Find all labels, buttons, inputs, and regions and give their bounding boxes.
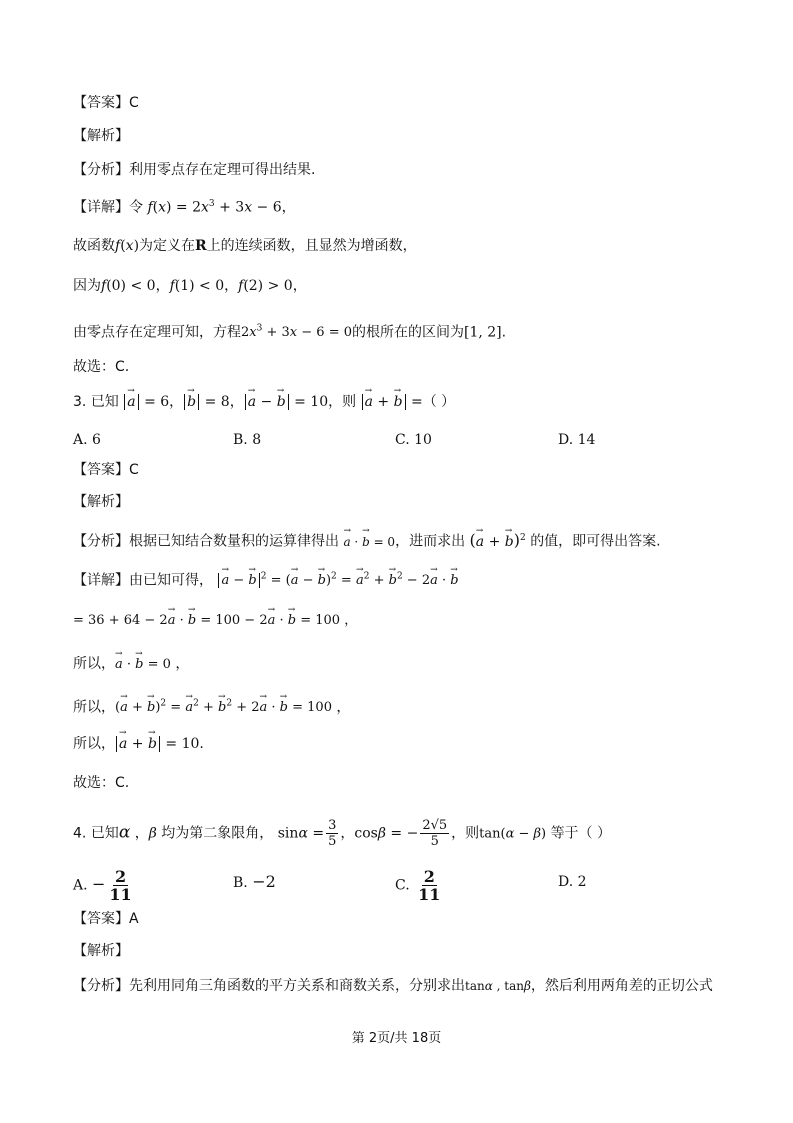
- q3-so1: 所以，→ a · → b = 0 ，: [73, 654, 189, 675]
- q2-line3: 因为f(0) < 0，f(1) < 0，f(2) > 0，: [73, 278, 307, 294]
- q2-detail-line: 【详解】令 $f(x) = 2x^3 + 3x - 6$，: [73, 199, 296, 216]
- q4-option-c[interactable]: C. $\frac{2}{11}$: [395, 867, 441, 904]
- q3-conclusion: 故选：C.: [73, 775, 130, 791]
- q3-fenxi-line: 【分析】根据已知结合数量积的运算律得出 → a · → b = 0，进而求出 (→ a + → b)$^2$ 的值，即可得出答案.: [73, 528, 661, 552]
- page-footer: 第 2页/共 18页: [351, 1031, 442, 1046]
- q3-so2: 所以，(→ a + → b)$^2$ = → $a^2$ + → $b^2 + 2\to a$ · → b = 100 ，: [73, 694, 350, 718]
- fenxi-text: 利用零点存在定理可得出结果.: [129, 162, 316, 178]
- q2-fenxi-line: [73, 160, 315, 180]
- question-number: 3.: [73, 394, 87, 410]
- formula-f: f: [147, 199, 153, 216]
- detail-tag: 【详解】: [73, 199, 129, 216]
- q2-line2: 故函数f(x)为定义在R上的连续函数，且显然为增函数，: [73, 238, 417, 254]
- q4-analysis-tag: 【解析】: [73, 943, 129, 959]
- q4-fenxi-line: 【分析】先利用同角三角函数的平方关系和商数关系，分别求出tanα , tanβ，然后利用两角差的正切公式: [73, 978, 713, 994]
- q4-option-b[interactable]: B. −2: [233, 872, 276, 891]
- q3-answer-line: 【答案】C: [73, 462, 139, 478]
- q3-stem: 3. 已知 → a = 6，→ b = 8，→ a − → b = 10，则 → a + → b =（ ）: [73, 392, 455, 412]
- q2-answer-line: [73, 93, 139, 113]
- q4-answer-line: 【答案】A: [73, 911, 139, 927]
- q3-option-a[interactable]: A. 6: [73, 432, 101, 448]
- q3-option-d[interactable]: D. 14: [558, 432, 596, 448]
- question-number: 4.: [73, 825, 87, 842]
- q3-analysis-tag: 【解析】: [73, 494, 129, 510]
- answer-value: C: [129, 462, 139, 478]
- q3-so3: 所以，→ a + → b = 10.: [73, 734, 204, 754]
- fenxi-tag: 【分析】: [73, 162, 129, 178]
- answer-value: C: [129, 95, 139, 111]
- answer-value: A: [129, 911, 139, 927]
- q3-detail-line2: = 36 + 64 − 2→ a · → b = 100 − 2→ a · → b = 100 ，: [73, 611, 357, 631]
- q2-line4: 由零点存在定理可知，方程$2x^3 + 3x - 6 = 0$的根所在的区间为[1, 2].: [73, 324, 507, 341]
- q2-conclusion: 故选：C.: [73, 359, 130, 375]
- q4-stem: 4. 已知α ，β 均为第二象限角， sinα = $\frac{3}{5}$ ，cosβ = − $\frac{2√5}{5}$ ，则tan(α − β) 等于（ ）: [73, 818, 612, 849]
- q4-option-d[interactable]: D. 2: [558, 874, 587, 890]
- q3-option-b[interactable]: B. 8: [233, 432, 262, 448]
- answer-tag: 【答案】: [73, 95, 129, 111]
- q3-option-c[interactable]: C. 10: [395, 432, 432, 448]
- q2-analysis-tag: 【解析】: [73, 128, 129, 144]
- q4-option-a[interactable]: A. − $\frac{2}{11}$: [73, 867, 132, 904]
- q3-detail-line: 【详解】由已知可得， → a − → b $^2$ = (→ a − → b)$^2$ = → $a^2$ + → $b^2 - 2\to a$ · → b: [73, 567, 459, 591]
